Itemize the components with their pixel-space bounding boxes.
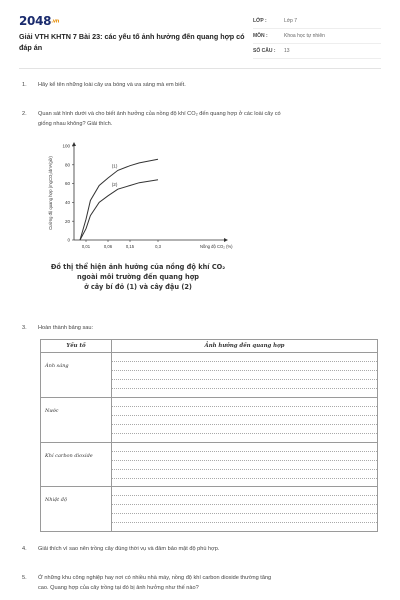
y-tick-label: 20 <box>64 218 70 224</box>
header-divider <box>19 68 381 69</box>
answer-cell[interactable] <box>112 442 378 487</box>
y-tick-label: 0 <box>67 237 70 243</box>
caption-line-1: Đồ thị thể hiện ảnh hưởng của nồng độ khí CO₂ <box>50 263 226 271</box>
table-cell-factor: Nhiệt độ <box>41 487 112 532</box>
x-tick-label: 0,06 <box>103 244 113 249</box>
x-axis-label: Nồng độ CO₂ (%) <box>200 244 233 249</box>
series-line-2 <box>80 180 158 240</box>
table-header-effect: Ảnh hưởng đến quang hợp <box>112 340 378 353</box>
caption-line-3: ở cây bí đỏ (1) và cây đậu (2) <box>84 283 192 291</box>
table-cell-factor: Khí carbon dioxide <box>41 442 112 487</box>
x-tick-label: 0,3 <box>155 244 161 249</box>
answer-cell[interactable] <box>112 397 378 442</box>
meta-row-class: LỚP : Lớp 7 <box>253 14 381 29</box>
table-row <box>41 353 378 398</box>
question-5-line-1: Ở những khu công nghiệp hay nơi có nhiều nhà máy, nồng độ khí carbon dioxide thường tăng <box>38 575 272 581</box>
chart-svg <box>40 140 236 262</box>
question-5: 5. Ở những khu công nghiệp hay nơi có nhiều nhà máy, nồng độ khí carbon dioxide thường tăng cao. Quang hợp của cây trồng tại đó bị ảnh hưởng như thế nào? <box>22 575 272 591</box>
meta-info <box>253 14 381 59</box>
table-header-factor: Yếu tố <box>41 340 112 353</box>
site-logo[interactable]: 2048.vn <box>19 14 60 28</box>
chart-caption <box>40 262 236 292</box>
y-axis-arrow <box>72 142 76 146</box>
series-label-1: (1) <box>111 163 118 169</box>
meta-row-subject: MÔN : Khoa học tự nhiên <box>253 29 381 44</box>
table-header-row <box>41 340 378 353</box>
question-2-line-1: Quan sát hình dưới và cho biết ảnh hưởng của nồng độ khí CO₂ đến quang hợp ở các loài cây có <box>38 111 281 117</box>
co2-photosynthesis-chart <box>40 140 236 262</box>
y-axis-label: Cường độ quang hợp (mgCO₂/dm²/giờ) <box>48 156 53 230</box>
x-tick-label: 0,01 <box>81 244 91 249</box>
question-5-line-2: cao. Quang hợp của cây trồng tại đó bị ảnh hưởng như thế nào? <box>38 585 199 591</box>
x-tick-label: 0,15 <box>125 244 135 249</box>
question-2: 2. Quan sát hình dưới và cho biết ảnh hưởng của nồng độ khí CO₂ đến quang hợp ở các loài cây có giống nhau không? Giải thích. <box>22 111 281 127</box>
y-tick-label: 60 <box>64 181 70 187</box>
question-2-line-2: giống nhau không? Giải thích. <box>38 121 113 127</box>
meta-row-count: SỐ CÂU : 13 <box>253 44 381 59</box>
answer-cell[interactable] <box>112 487 378 532</box>
table-row <box>41 487 378 532</box>
caption-line-2: ngoài môi trường đến quang hợp <box>77 273 199 281</box>
y-tick-label: 100 <box>62 143 70 149</box>
answer-cell[interactable] <box>112 353 378 398</box>
table-cell-factor: Nước <box>41 397 112 442</box>
table-row <box>41 397 378 442</box>
question-4: 4. Giải thích vì sao nên trồng cây đúng thời vụ và đảm bảo mật độ phù hợp. <box>22 546 220 552</box>
y-tick-label: 40 <box>64 200 70 205</box>
factor-table <box>40 339 378 532</box>
page-title: Giải VTH KHTN 7 Bài 23: các yếu tố ảnh hưởng đến quang hợp có đáp án <box>19 32 245 52</box>
question-1: 1. Hãy kể tên những loài cây ưa bóng và ưa sáng mà em biết. <box>22 82 186 88</box>
x-axis-arrow <box>224 238 228 242</box>
series-label-2: (2) <box>111 182 118 188</box>
y-tick-label: 80 <box>64 162 70 168</box>
table-row <box>41 442 378 487</box>
series-line-1 <box>80 159 158 240</box>
table-cell-factor: Ánh sáng <box>41 353 112 398</box>
question-3: 3. Hoàn thành bảng sau: <box>22 325 94 331</box>
